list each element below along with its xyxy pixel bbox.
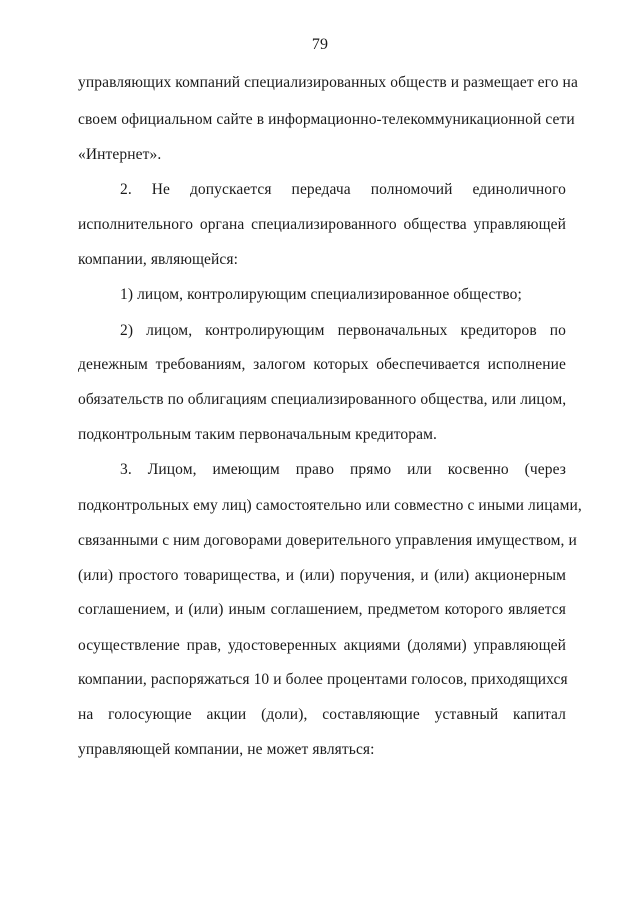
text-line: 3. Лицом, имеющим право прямо или косвенно (через [120,461,566,478]
text-line: на голосующие акции (доли), составляющие уставный капитал [78,706,566,723]
list-item-line: 1) лицом, контролирующим специализированное общество; [120,286,522,303]
text-line: подконтрольным таким первоначальным кредиторам. [78,426,437,443]
text-line: соглашением, и (или) иным соглашением, предметом которого является [78,601,566,618]
list-item-line: 2) лицом, контролирующим первоначальных кредиторов по [120,322,566,339]
text-line: компании, распоряжаться 10 и более процентами голосов, приходящихся [78,671,568,688]
page-number: 79 [311,36,329,53]
text-line: своем официальном сайте в информационно-телекоммуникационной сети [78,111,575,128]
text-line: (или) простого товарищества, и (или) поручения, и (или) акционерным [78,567,566,584]
text-line: денежным требованиям, залогом которых обеспечивается исполнение [78,356,566,373]
text-line: управляющей компании, не может являться: [78,741,375,758]
text-line: управляющих компаний специализированных обществ и размещает его на [78,74,578,91]
text-line: 2. Не допускается передача полномочий единоличного [120,181,566,198]
text-line: подконтрольных ему лиц) самостоятельно или совместно с иными лицами, [78,497,582,514]
text-line: «Интернет». [78,146,162,163]
text-line: компании, являющейся: [78,251,239,268]
text-line: исполнительного органа специализированного общества управляющей [78,216,566,233]
text-line: осуществление прав, удостоверенных акциями (долями) управляющей [78,637,566,654]
text-line: связанными с ним договорами доверительного управления имуществом, и [78,532,577,549]
text-line: обязательств по облигациям специализированного общества, или лицом, [78,391,567,408]
